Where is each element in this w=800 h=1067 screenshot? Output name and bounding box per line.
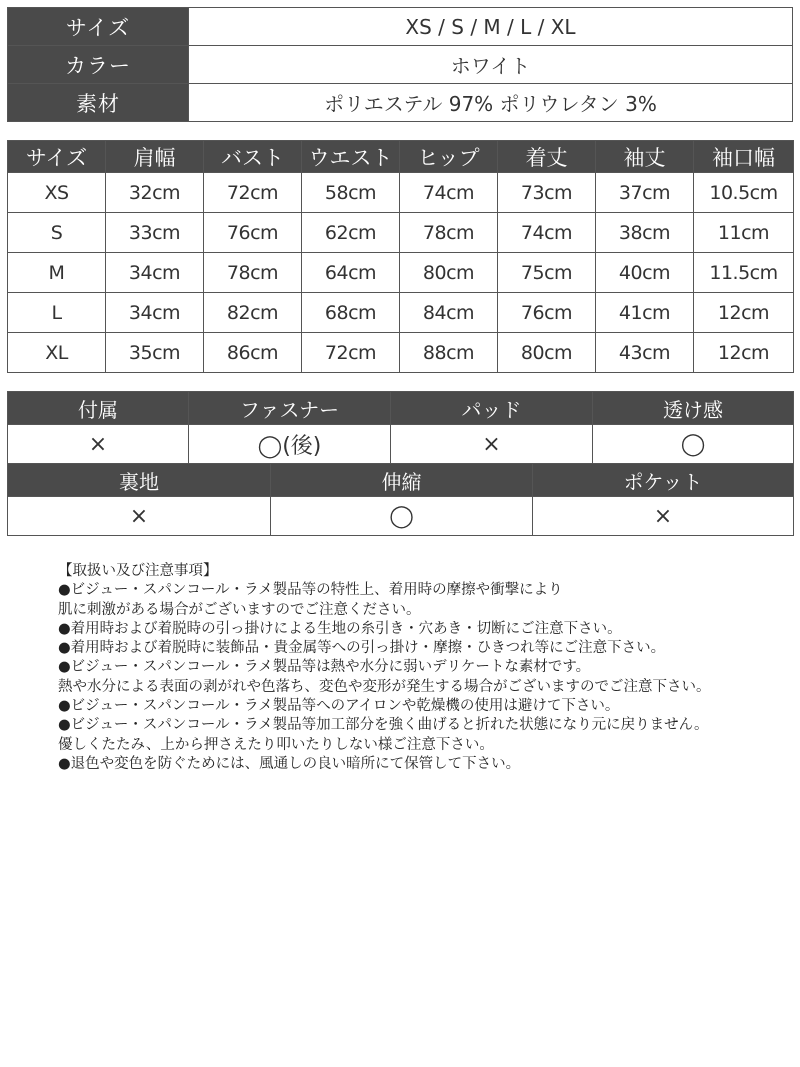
size-cell: 74cm — [498, 213, 596, 253]
size-cell: 38cm — [596, 213, 694, 253]
size-cell: L — [8, 293, 106, 333]
size-cell: 64cm — [302, 253, 400, 293]
feature-header-sheerness: 透け感 — [593, 392, 794, 425]
size-header-cuff: 袖口幅 — [694, 141, 794, 173]
care-note-line: ●着用時および着脱時に装飾品・貴金属等への引っ掛け・摩擦・ひきつれ等にご注意下さい。 — [58, 640, 666, 657]
size-header-bust: バスト — [204, 141, 302, 173]
size-cell: 88cm — [400, 333, 498, 373]
size-header-size: サイズ — [8, 141, 106, 173]
size-cell: 68cm — [302, 293, 400, 333]
size-cell: 84cm — [400, 293, 498, 333]
size-header-shoulder: 肩幅 — [106, 141, 204, 173]
size-cell: M — [8, 253, 106, 293]
size-header-length: 着丈 — [498, 141, 596, 173]
size-cell: 86cm — [204, 333, 302, 373]
care-notes-title: 【取扱い及び注意事項】 — [58, 563, 218, 579]
size-cell: S — [8, 213, 106, 253]
size-header-waist: ウエスト — [302, 141, 400, 173]
care-note-line: 優しくたたみ、上から押さえたり叩いたりしない様ご注意下さい。 — [58, 736, 494, 753]
feature-value-accessory: × — [8, 425, 189, 464]
care-note-line: ●ビジュー・スパンコール・ラメ製品等へのアイロンや乾燥機の使用は避けて下さい。 — [58, 698, 620, 715]
size-cell: 41cm — [596, 293, 694, 333]
feature-value-pocket: × — [533, 497, 794, 536]
spec-label-material: 素材 — [8, 84, 189, 122]
feature-header-stretch: 伸縮 — [271, 464, 533, 497]
size-cell: 58cm — [302, 173, 400, 213]
size-cell: 72cm — [302, 333, 400, 373]
table-row — [8, 293, 794, 333]
feature-value-pad: × — [391, 425, 593, 464]
table-row — [8, 253, 794, 293]
size-cell: 34cm — [106, 253, 204, 293]
feature-value-row — [8, 425, 794, 464]
size-table — [7, 140, 794, 373]
size-cell: 75cm — [498, 253, 596, 293]
spec-row-size — [8, 8, 793, 46]
size-cell: 80cm — [400, 253, 498, 293]
size-cell: 73cm — [498, 173, 596, 213]
size-cell: 33cm — [106, 213, 204, 253]
feature-value-sheerness: ◯ — [593, 425, 794, 464]
spec-row-material — [8, 84, 793, 122]
care-note-line: ●着用時および着脱時の引っ掛けによる生地の糸引き・穴あき・切断にご注意下さい。 — [58, 620, 622, 637]
size-cell: 12cm — [694, 293, 794, 333]
size-cell: 62cm — [302, 213, 400, 253]
size-cell: 34cm — [106, 293, 204, 333]
feature-table-1 — [7, 391, 794, 464]
feature-header-pocket: ポケット — [533, 464, 794, 497]
care-notes — [58, 562, 793, 774]
feature-value-row — [8, 497, 794, 536]
size-header-sleeve: 袖丈 — [596, 141, 694, 173]
care-note-line: ●ビジュー・スパンコール・ラメ製品等は熱や水分に弱いデリケートな素材です。 — [58, 659, 591, 676]
feature-header-pad: パッド — [391, 392, 593, 425]
spec-value-material: ポリエステル 97% ポリウレタン 3% — [189, 84, 793, 122]
size-cell: 32cm — [106, 173, 204, 213]
size-header-hip: ヒップ — [400, 141, 498, 173]
size-cell: XL — [8, 333, 106, 373]
size-cell: 12cm — [694, 333, 794, 373]
size-cell: 82cm — [204, 293, 302, 333]
care-note-line: 肌に刺激がある場合がございますのでご注意ください。 — [58, 601, 421, 618]
spec-table — [7, 7, 793, 122]
spec-value-size: XS / S / M / L / XL — [189, 8, 793, 46]
size-cell: 35cm — [106, 333, 204, 373]
spec-label-size: サイズ — [8, 8, 189, 46]
table-row — [8, 333, 794, 373]
spec-value-color: ホワイト — [189, 46, 793, 84]
feature-header-zipper: ファスナー — [189, 392, 391, 425]
size-cell: 11.5cm — [694, 253, 794, 293]
size-cell: 10.5cm — [694, 173, 794, 213]
care-note-line: ●ビジュー・スパンコール・ラメ製品等の特性上、着用時の摩擦や衝撃により — [58, 582, 563, 599]
size-table-header — [8, 141, 794, 173]
size-cell: 37cm — [596, 173, 694, 213]
feature-header-lining: 裏地 — [8, 464, 271, 497]
size-cell: 43cm — [596, 333, 694, 373]
spec-row-color — [8, 46, 793, 84]
spec-label-color: カラー — [8, 46, 189, 84]
table-row — [8, 173, 794, 213]
size-cell: 78cm — [400, 213, 498, 253]
care-note-line: ●ビジュー・スパンコール・ラメ製品等加工部分を強く曲げると折れた状態になり元に戻りません。 — [58, 717, 709, 734]
size-cell: 76cm — [204, 213, 302, 253]
size-cell: 76cm — [498, 293, 596, 333]
size-cell: 74cm — [400, 173, 498, 213]
size-cell: 78cm — [204, 253, 302, 293]
feature-value-zipper: ◯(後) — [189, 425, 391, 464]
size-cell: 11cm — [694, 213, 794, 253]
feature-header-accessory: 付属 — [8, 392, 189, 425]
size-cell: XS — [8, 173, 106, 213]
size-cell: 40cm — [596, 253, 694, 293]
size-cell: 80cm — [498, 333, 596, 373]
care-note-line: ●退色や変色を防ぐためには、風通しの良い暗所にて保管して下さい。 — [58, 755, 521, 772]
feature-value-lining: × — [8, 497, 271, 536]
feature-table-2 — [7, 463, 794, 536]
feature-header-row — [8, 464, 794, 497]
care-note-line: 熱や水分による表面の剥がれや色落ち、変色や変形が発生する場合がございますのでご注意下さい。 — [58, 678, 711, 695]
feature-header-row — [8, 392, 794, 425]
feature-value-stretch: ◯ — [271, 497, 533, 536]
table-row — [8, 213, 794, 253]
size-cell: 72cm — [204, 173, 302, 213]
